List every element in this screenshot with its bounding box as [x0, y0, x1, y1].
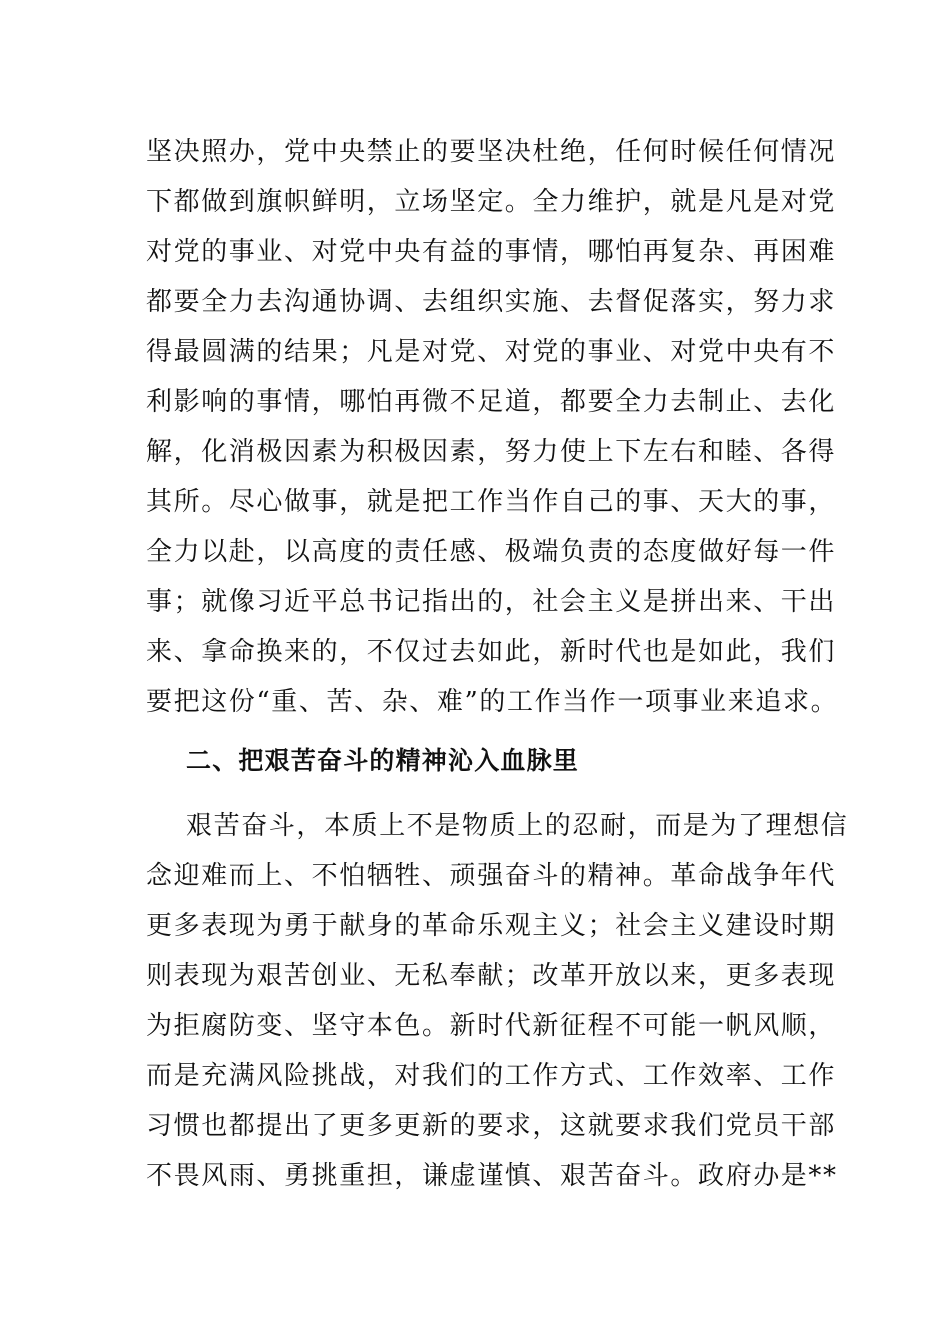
paragraph-line: 坚决照办，党中央禁止的要坚决杜绝，任何时候任何情况 — [146, 137, 837, 167]
paragraph-line: 对党的事业、对党中央有益的事情，哪怕再复杂、再困难 — [146, 237, 837, 267]
paragraph-line: 不畏风雨、勇挑重担，谦虚谨慎、艰苦奋斗。政府办是** — [146, 1161, 838, 1191]
paragraph-line: 得最圆满的结果；凡是对党、对党的事业、对党中央有不 — [146, 337, 837, 367]
paragraph-line: 都要全力去沟通协调、去组织实施、去督促落实，努力求 — [146, 287, 837, 317]
paragraph-1 — [146, 127, 839, 727]
paragraph-line: 下都做到旗帜鲜明，立场坚定。全力维护，就是凡是对党 — [146, 187, 837, 217]
paragraph-line: 念迎难而上、不怕牺牲、顽强奋斗的精神。革命战争年代 — [146, 861, 837, 891]
paragraph-line: 事；就像习近平总书记指出的，社会主义是拼出来、干出 — [146, 587, 837, 617]
paragraph-line: 利影响的事情，哪怕再微不足道，都要全力去制止、去化 — [146, 387, 837, 417]
paragraph-line: 其所。尽心做事，就是把工作当作自己的事、天大的事， — [146, 487, 837, 517]
paragraph-line: 艰苦奋斗，本质上不是物质上的忍耐，而是为了理想信 — [186, 811, 849, 841]
paragraph-line: 解，化消极因素为积极因素，努力使上下左右和睦、各得 — [146, 437, 837, 467]
paragraph-line: 来、拿命换来的，不仅过去如此，新时代也是如此，我们 — [146, 637, 837, 667]
paragraph-line: 则表现为艰苦创业、无私奉献；改革开放以来，更多表现 — [146, 961, 837, 991]
section-heading: 二、把艰苦奋斗的精神沁入血脉里 — [186, 746, 580, 775]
paragraph-line: 要把这份“重、苦、杂、难”的工作当作一项事业来追求。 — [146, 687, 839, 717]
paragraph-2 — [146, 801, 849, 1201]
paragraph-line: 全力以赴，以高度的责任感、极端负责的态度做好每一件 — [146, 537, 837, 567]
paragraph-line: 而是充满风险挑战，对我们的工作方式、工作效率、工作 — [146, 1061, 837, 1091]
paragraph-line: 更多表现为勇于献身的革命乐观主义；社会主义建设时期 — [146, 911, 837, 941]
paragraph-line: 习惯也都提出了更多更新的要求，这就要求我们党员干部 — [146, 1111, 837, 1141]
paragraph-line: 为拒腐防变、坚守本色。新时代新征程不可能一帆风顺， — [146, 1011, 837, 1041]
